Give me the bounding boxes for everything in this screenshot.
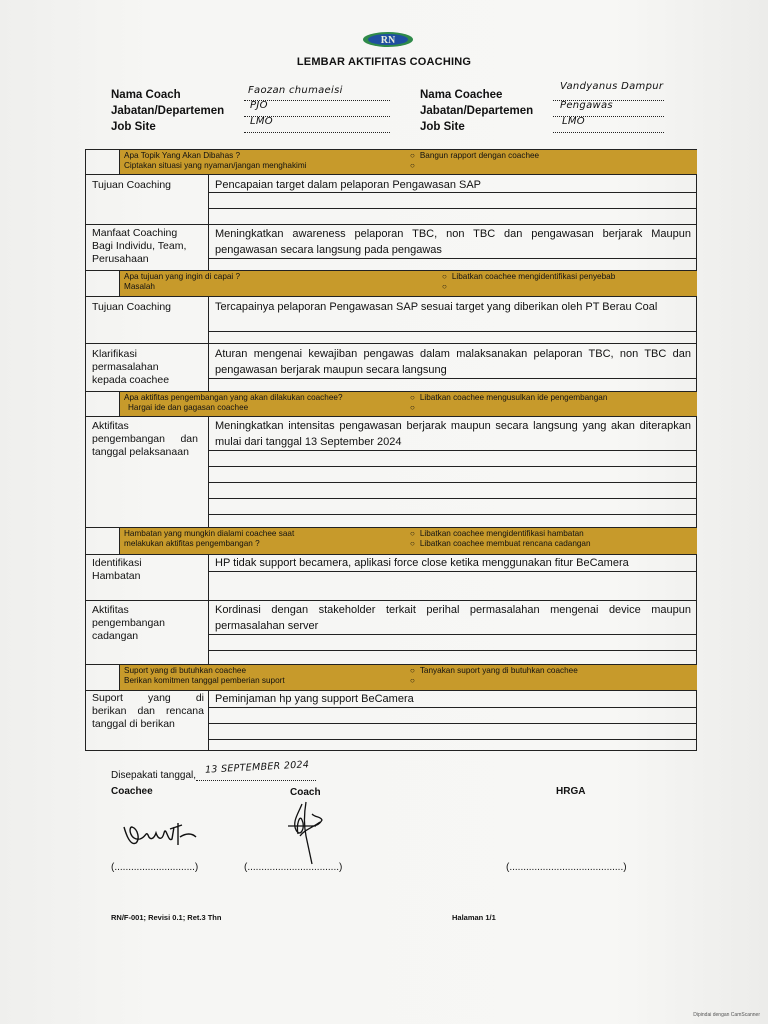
jobsite-coach-value: LMO [250,116,273,127]
s2-response: Libatkan coachee mengidentifikasi penyebab [451,272,616,281]
circle-icon: ○ [410,161,415,170]
section-2-band [120,271,697,296]
circle-icon: ○ [442,282,447,291]
s3-value: Meningkatkan intensitas pengawasan berjarak maupun secara langsung yang akan diterapkan mulai dari tanggal 13 September 2024 [215,420,691,448]
s3-response: Libatkan coachee mengusulkan ide pengembangan [419,393,608,402]
jobsite-coach-label: Job Site [111,121,156,133]
s4-ident-label: Identifikasi Hambatan [92,557,142,582]
section-1-band [120,150,697,174]
s5-response: Tanyakan suport yang di butuhkan coachee [419,666,578,675]
nama-coach-label: Nama Coach [111,89,181,101]
s4-cadangan-value: Kordinasi dengan stakeholder terkait perihal permasalahan mengenai device maupun permasalahan server [215,604,691,632]
jobsite-coachee-label: Job Site [420,121,465,133]
s1-question: Apa Topik Yang Akan Dibahas ? [124,151,241,160]
nama-coachee-label: Nama Coachee [420,89,503,101]
company-logo [362,31,414,48]
jobsite-coachee-value: LMO [562,116,585,127]
svg-text:RN: RN [380,35,396,46]
coachee-signature [118,815,202,855]
s4-response-1: Libatkan coachee mengidentifikasi hambatan [419,529,584,538]
s2-question: Apa tujuan yang ingin di capai ? [124,272,241,281]
s4-question: Hambatan yang mungkin dialami coachee saat [124,529,295,538]
s2-tujuan-value: Tercapainya pelaporan Pengawasan SAP sesuai target yang diberikan oleh PT Berau Coal [215,301,658,313]
s4-hint: melakukan aktifitas pengembangan ? [124,539,260,548]
s2-hint: Masalah [124,282,155,291]
circle-icon: ○ [410,539,415,548]
nama-coach-value: Faozan chumaeisi [248,85,343,96]
circle-icon: ○ [410,676,415,685]
circle-icon: ○ [410,403,415,412]
scanner-watermark: Dipindai dengan CamScanner [693,1012,760,1018]
s3-hint: Hargai ide dan gagasan coachee [128,403,249,412]
section-4-band [120,528,697,554]
coach-signature [282,800,326,868]
s1-manfaat-value: Meningkatkan awareness pelaporan TBC, non TBC dan pengawasan berjarak Maupun pengawasan secara langsung pada pengawas [215,228,691,256]
s1-tujuan-label: Tujuan Coaching [92,179,171,191]
nama-coachee-value: Vandyanus Dampur [560,81,664,92]
circle-icon: ○ [410,529,415,538]
circle-icon: ○ [442,272,447,281]
s2-klarifikasi-value: Aturan mengenai kewajiban pengawas dalam malaksanakan pelaporan TBC, non TBC dan pengawasan berjarak maupun secara langsung [215,348,691,376]
jabatan-coach-label: Jabatan/Departemen [111,105,225,117]
s5-hint: Berikan komitmen tanggal pemberian suport [124,676,285,685]
coaching-form-table [85,149,697,751]
s4-ident-value: HP tidak support becamera, aplikasi force close ketika menggunakan fitur BeCamera [215,557,629,569]
coachee-sign-line: (.............................) [111,862,199,873]
page-number: Halaman 1/1 [452,913,496,922]
s4-response-2: Libatkan coachee membuat rencana cadangan [419,539,591,548]
section-3-band [120,392,697,416]
s1-response: Bangun rapport dengan coachee [419,151,540,160]
agreed-date-value: 13 SEPTEMBER 2024 [204,759,310,776]
circle-icon: ○ [410,666,415,675]
jabatan-coachee-value: Pengawas [560,100,613,111]
s1-hint: Ciptakan situasi yang nyaman/jangan menghakimi [124,161,307,170]
s2-tujuan-label: Tujuan Coaching [92,301,171,313]
s5-value: Peminjaman hp yang support BeCamera [215,693,414,705]
s4-cadangan-label: Aktifitas pengembangan cadangan [92,604,165,642]
page-title: LEMBAR AKTIFITAS COACHING [296,56,472,68]
s1-manfaat-label: Manfaat Coaching Bagi Individu, Team, Perusahaan [92,227,187,265]
s3-question: Apa aktifitas pengembangan yang akan dilakukan coachee? [124,393,343,402]
doc-code: RN/F-001; Revisi 0.1; Ret.3 Thn [111,913,222,922]
coach-sign-line: (.................................) [244,862,343,873]
s5-label: Suport yang di berikan dan rencana tanggal di berikan [92,692,204,730]
circle-icon: ○ [410,393,415,402]
s5-question: Suport yang di butuhkan coachee [124,666,246,675]
s3-label: Aktifitas pengembangan dan tanggal pelaksanaan [92,420,198,458]
jabatan-coachee-label: Jabatan/Departemen [420,105,534,117]
jabatan-coach-value: PJO [250,100,268,111]
coach-sign-label: Coach [290,787,321,798]
hrga-sign-label: HRGA [556,786,586,797]
s2-klarifikasi-label: Klarifikasi permasalahan kepada coachee [92,348,170,386]
s1-tujuan-value: Pencapaian target dalam pelaporan Pengawasan SAP [215,179,482,191]
coachee-sign-label: Coachee [111,786,153,797]
hrga-sign-line: (.........................................) [506,862,627,873]
circle-icon: ○ [410,151,415,160]
agreed-date-label: Disepakati tanggal, [111,770,197,781]
section-5-band [120,665,697,690]
